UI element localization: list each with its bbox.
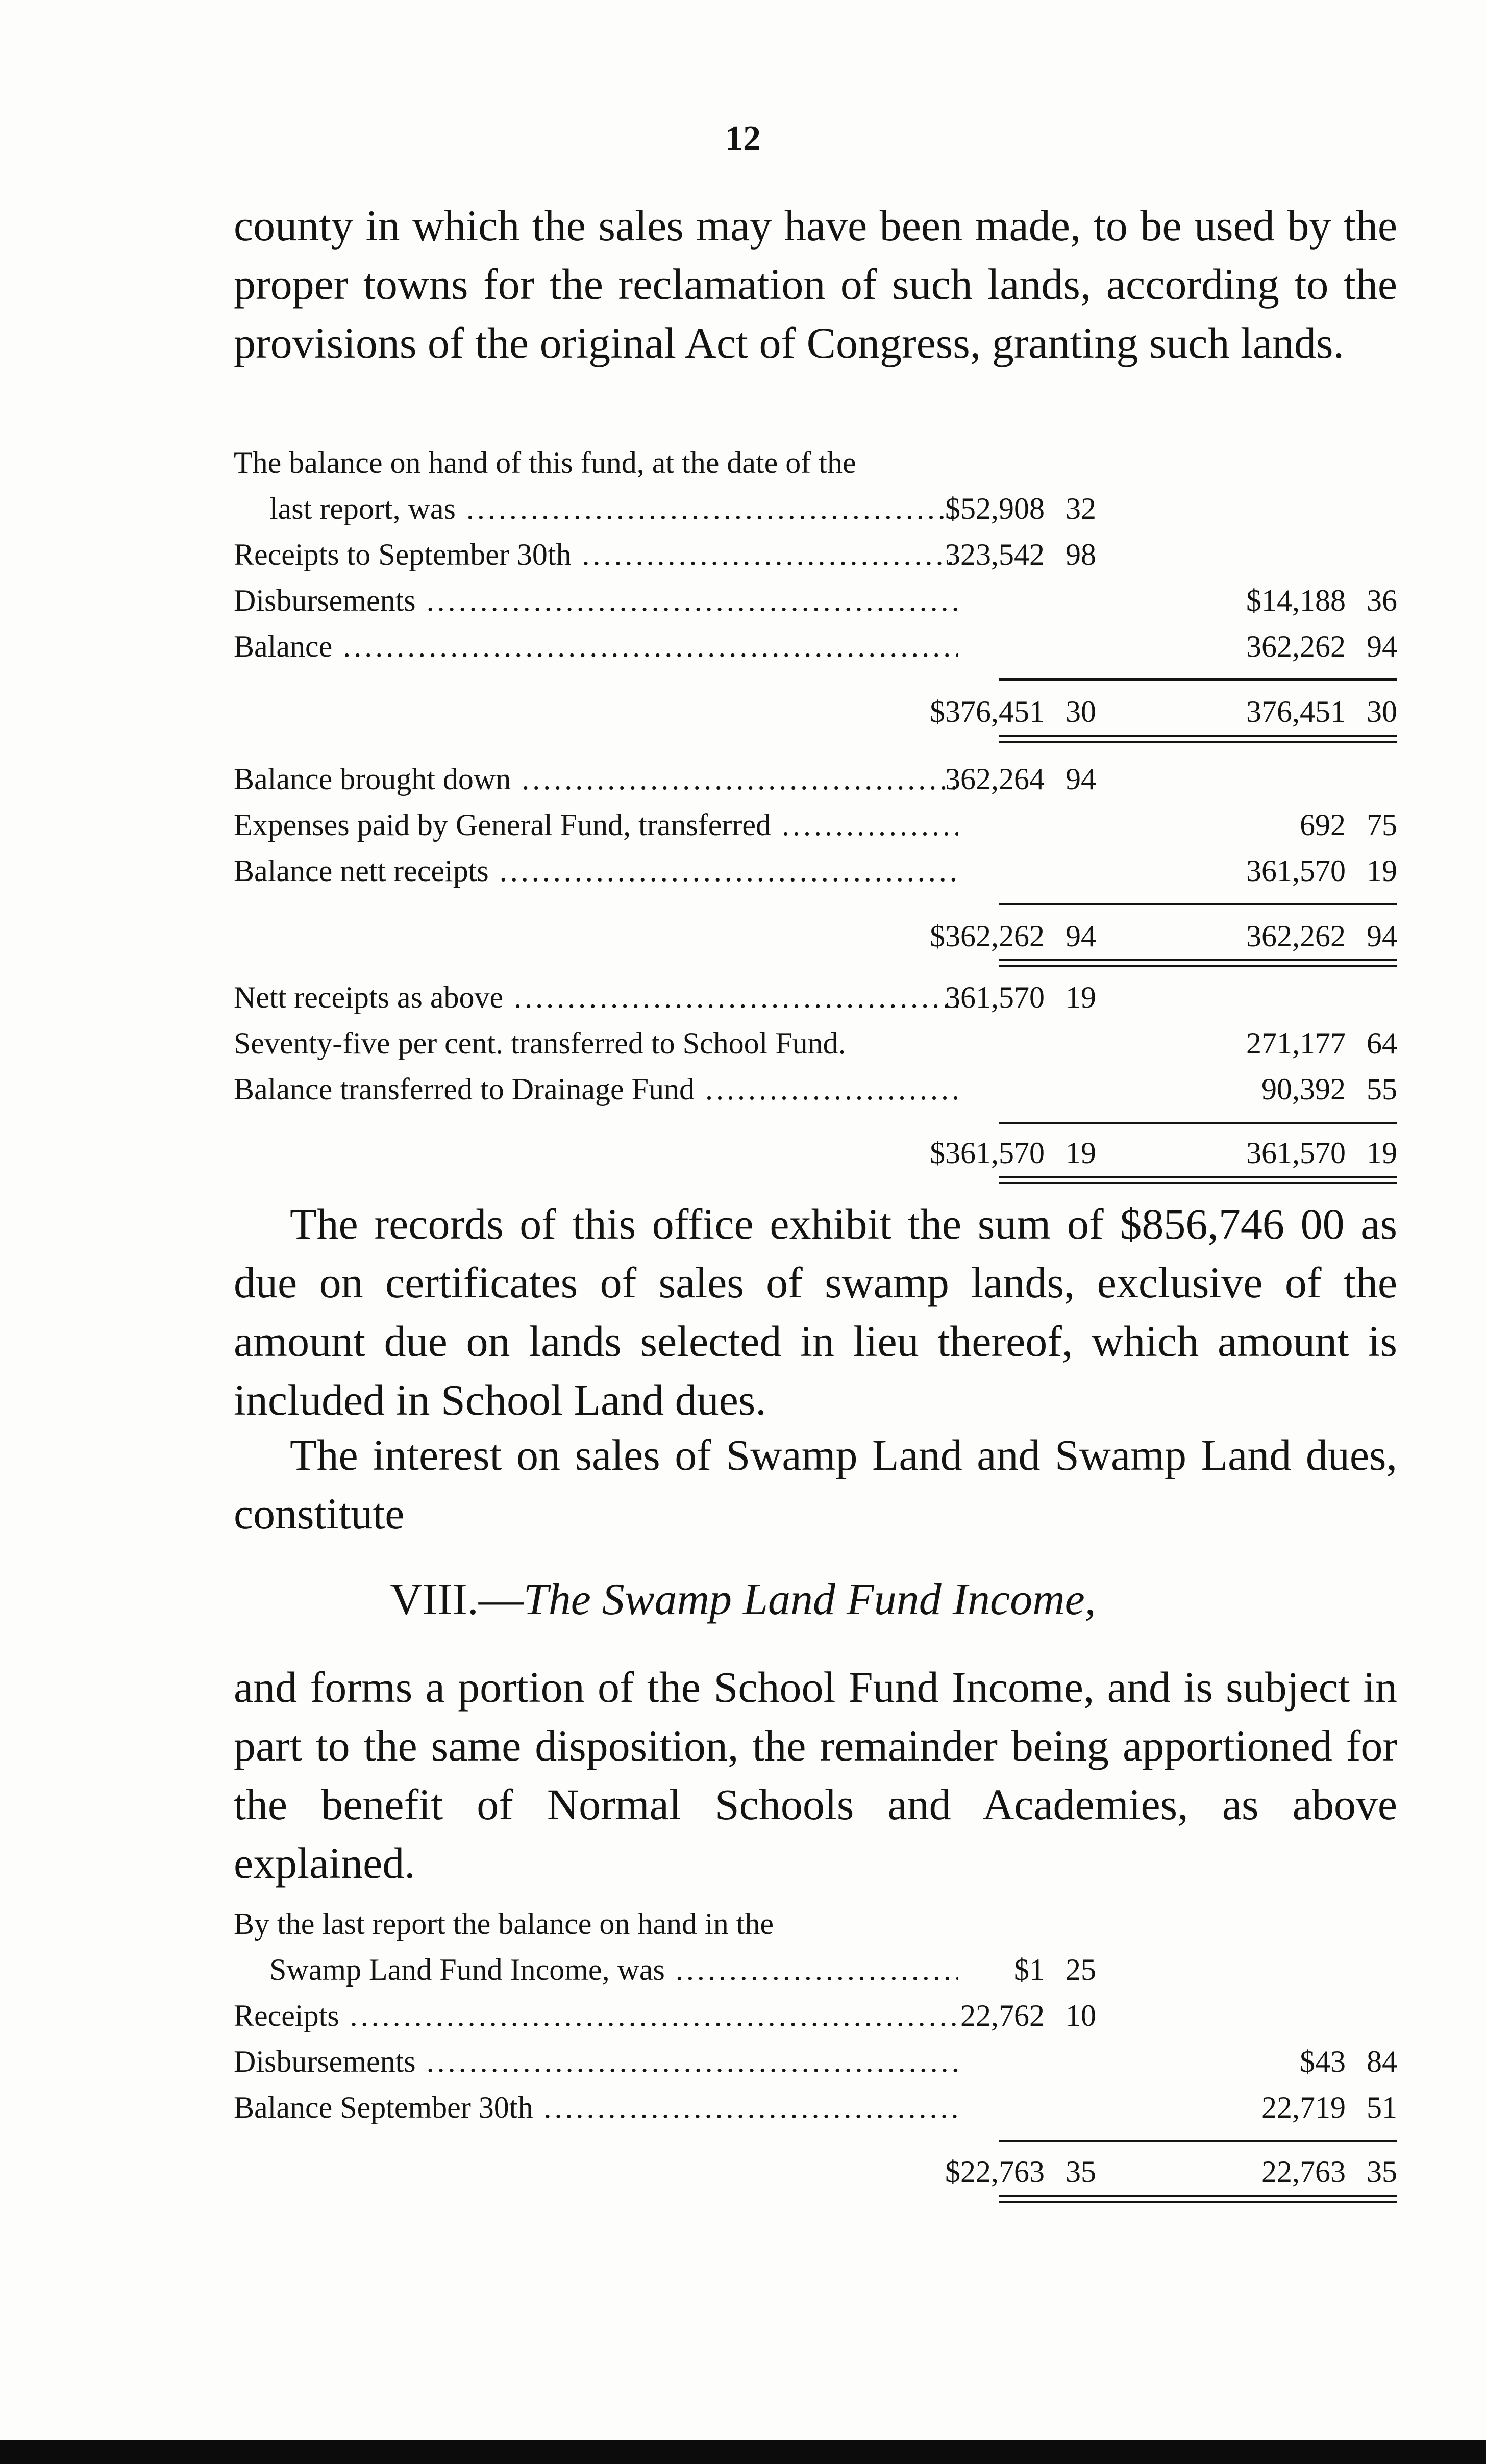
debit-amount: 22,762 10 — [960, 1999, 1096, 2032]
credit-amount: $14,188 36 — [1246, 584, 1397, 617]
credit-amount: 362,262 94 — [1246, 630, 1397, 663]
scan-edge-bar — [0, 2440, 1486, 2464]
row-label: Nett receipts as above ..... — [234, 974, 958, 1020]
section-heading — [0, 1574, 1486, 1625]
page-number: 12 — [725, 119, 761, 158]
table-row — [234, 623, 1397, 669]
row-label: Balance nett receipts ..... — [234, 848, 958, 894]
total-double-rule — [999, 735, 1397, 743]
total-row — [234, 913, 1397, 959]
row-label: last report, was ..... — [234, 486, 958, 532]
debit-total: $22,763 35 — [945, 2155, 1096, 2189]
credit-amount: 271,177 64 — [1246, 1026, 1397, 1060]
table-row — [234, 2039, 1397, 2084]
row-label: Balance transferred to Drainage Fund ..... — [234, 1066, 958, 1112]
section-number: VIII.— — [390, 1575, 524, 1624]
debit-amount: 361,570 19 — [945, 980, 1096, 1014]
row-label: The balance on hand of this fund, at the date of the — [234, 446, 856, 480]
credit-total: 22,763 35 — [1261, 2155, 1397, 2189]
total-row — [234, 1130, 1397, 1176]
total-row — [234, 2149, 1397, 2195]
total-double-rule — [999, 1176, 1397, 1184]
table-row — [234, 532, 1397, 577]
debit-amount: 323,542 98 — [945, 538, 1096, 571]
table-row — [234, 1020, 1397, 1066]
table-row — [234, 1947, 1397, 1993]
debit-amount: $52,908 32 — [945, 492, 1096, 525]
table-row — [234, 848, 1397, 894]
row-label: Disbursements ..... — [234, 2039, 958, 2084]
credit-amount: 692 75 — [1300, 808, 1397, 842]
row-label: Balance September 30th ..... — [234, 2084, 958, 2130]
credit-amount: $43 84 — [1300, 2045, 1397, 2078]
row-label: Seventy-five per cent. transferred to School Fund. — [234, 1026, 846, 1060]
row-label: Receipts to September 30th ..... — [234, 532, 958, 577]
paragraph-intro: county in which the sales may have been made, to be used by the proper towns for the reclamation of such lands, according to the provisions of the original Act of Congress, granting such lands. — [234, 201, 1397, 367]
table-row — [234, 2084, 1397, 2130]
table-row — [234, 756, 1397, 802]
table-row — [234, 1993, 1397, 2039]
debit-amount: $1 25 — [1014, 1953, 1096, 1987]
row-label: Receipts ..... — [234, 1993, 958, 2039]
debit-total: $376,451 30 — [930, 695, 1096, 728]
table-row — [234, 577, 1397, 623]
row-label: Swamp Land Fund Income, was ..... — [234, 1947, 958, 1993]
credit-total: 362,262 94 — [1246, 919, 1397, 953]
credit-total: 361,570 19 — [1246, 1136, 1397, 1170]
total-double-rule — [999, 2195, 1397, 2203]
credit-amount: 361,570 19 — [1246, 854, 1397, 888]
table-row — [234, 440, 1397, 486]
total-double-rule — [999, 959, 1397, 967]
sum-rule — [999, 903, 1397, 905]
total-row — [234, 689, 1397, 735]
table-row — [234, 974, 1397, 1020]
paragraph-school-fund: and forms a portion of the School Fund Income, and is subject in part to the same disposition, the remainder being apportioned for the benefit of Normal Schools and Academies, as above explained. — [234, 1663, 1397, 1888]
credit-amount: 90,392 55 — [1261, 1072, 1397, 1106]
table-row — [234, 1066, 1397, 1112]
row-label: By the last report the balance on hand in the — [234, 1907, 774, 1941]
paragraph-certificates: The records of this office exhibit the sum of $856,746 00 as due on certificates of sales of swamp lands, exclusive of the amount due on lands selected in lieu thereof, which amount is included in School Land dues. — [234, 1199, 1397, 1424]
paragraph-interest: The interest on sales of Swamp Land and Swamp Land dues, constitute — [234, 1430, 1397, 1538]
credit-amount: 22,719 51 — [1261, 2091, 1397, 2124]
sum-rule — [999, 2140, 1397, 2142]
row-label: Expenses paid by General Fund, transferred ..... — [234, 802, 958, 848]
sum-rule — [999, 678, 1397, 681]
debit-amount: 362,264 94 — [945, 762, 1096, 796]
debit-total: $361,570 19 — [930, 1136, 1096, 1170]
credit-total: 376,451 30 — [1246, 695, 1397, 728]
debit-total: $362,262 94 — [930, 919, 1096, 953]
row-label: Disbursements ..... — [234, 577, 958, 623]
table-row — [234, 486, 1397, 532]
row-label: Balance brought down ..... — [234, 756, 958, 802]
row-label: Balance ..... — [234, 623, 958, 669]
table-row — [234, 802, 1397, 848]
table-row — [234, 1901, 1397, 1947]
section-title: The Swamp Land Fund Income, — [523, 1575, 1096, 1624]
sum-rule — [999, 1122, 1397, 1124]
